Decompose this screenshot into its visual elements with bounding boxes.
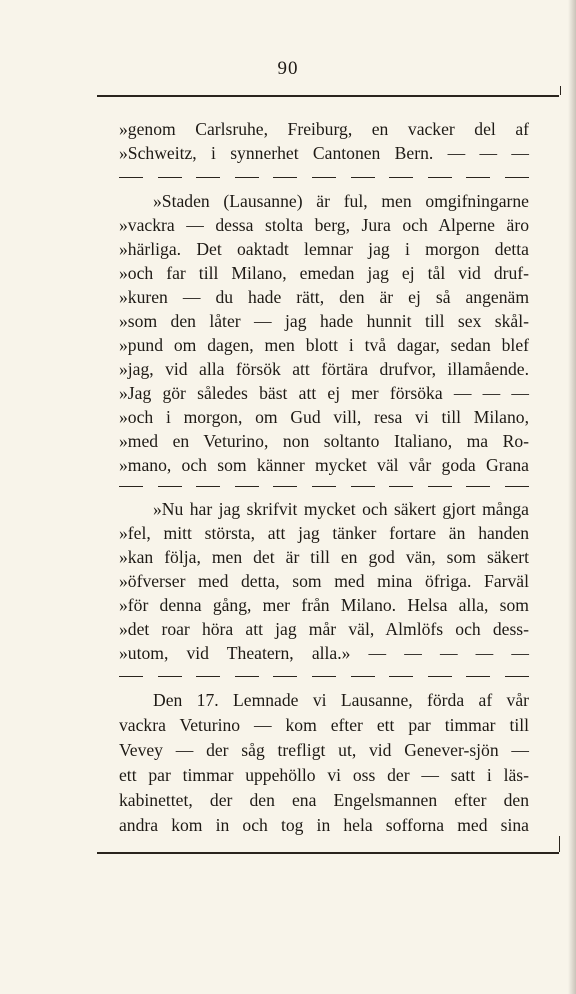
text-line: »Nu har jag skrifvit mycket och säkert gjort många xyxy=(153,499,529,519)
text-line: ett par timmar uppehöllo vi oss der — satt i läs- xyxy=(119,765,529,785)
text-line: »och i morgon, om Gud vill, resa vi till Milano, xyxy=(119,407,529,427)
text-line: »kuren — du hade rätt, den är ej så angenäm xyxy=(119,287,529,307)
text-line: »Jag gör således bäst att ej mer försöka — — — xyxy=(119,383,529,403)
text-line: »Staden (Lausanne) är ful, men omgifningarne xyxy=(153,191,529,211)
text-line: »utom, vid Theatern, alla.» — — — — — xyxy=(119,643,529,663)
text-line: »det roar höra att jag mår väl, Almlöfs och dess- xyxy=(119,619,529,639)
text-line: »som den låter — jag hade hunnit till sex skål- xyxy=(119,311,529,331)
text-line: »genom Carlsruhe, Freiburg, en vacker del af xyxy=(119,119,529,139)
text-line: »härliga. Det oaktadt lemnar jag i morgon detta xyxy=(119,239,529,259)
text-line: »jag, vid alla försök att förtära drufvor, illamående. xyxy=(119,359,529,379)
text-line: »med en Veturino, non soltanto Italiano, ma Ro- xyxy=(119,431,529,451)
text-line: kabinettet, der den ena Engelsmannen efter den xyxy=(119,790,529,810)
bottom-rule xyxy=(97,852,559,854)
top-rule-tick xyxy=(552,86,561,95)
bottom-rule-tick xyxy=(555,836,560,852)
text-line: »och far till Milano, emedan jag ej tål vid druf- xyxy=(119,263,529,283)
dash-separator xyxy=(119,486,529,488)
text-line: »för denna gång, mer från Milano. Helsa alla, som xyxy=(119,595,529,615)
text-line: »mano, och som känner mycket väl vår goda Grana xyxy=(119,455,529,475)
top-rule xyxy=(97,95,559,97)
text-line: »Schweitz, i synnerhet Cantonen Bern. — — — xyxy=(119,143,529,163)
text-line: andra kom in och tog in hela sofforna med sina xyxy=(119,815,529,835)
text-line: »pund om dagen, men blott i två dagar, sedan blef xyxy=(119,335,529,355)
dash-separator xyxy=(119,676,529,678)
text-line: »fel, mitt största, att jag tänker fortare än handen xyxy=(119,523,529,543)
text-line: »kan följa, men det är till en god vän, som säkert xyxy=(119,547,529,567)
text-line: Vevey — der såg trefligt ut, vid Genever-sjön — xyxy=(119,740,529,760)
text-line: »vackra — dessa stolta berg, Jura och Alperne äro xyxy=(119,215,529,235)
text-line: vackra Veturino — kom efter ett par timmar till xyxy=(119,715,529,735)
page-number: 90 xyxy=(277,58,299,79)
text-line: »öfverser med detta, som med mina öfriga. Farväl xyxy=(119,571,529,591)
dash-separator xyxy=(119,177,529,179)
text-line: Den 17. Lemnade vi Lausanne, förda af vår xyxy=(153,690,529,710)
page-edge-shadow xyxy=(568,0,576,994)
